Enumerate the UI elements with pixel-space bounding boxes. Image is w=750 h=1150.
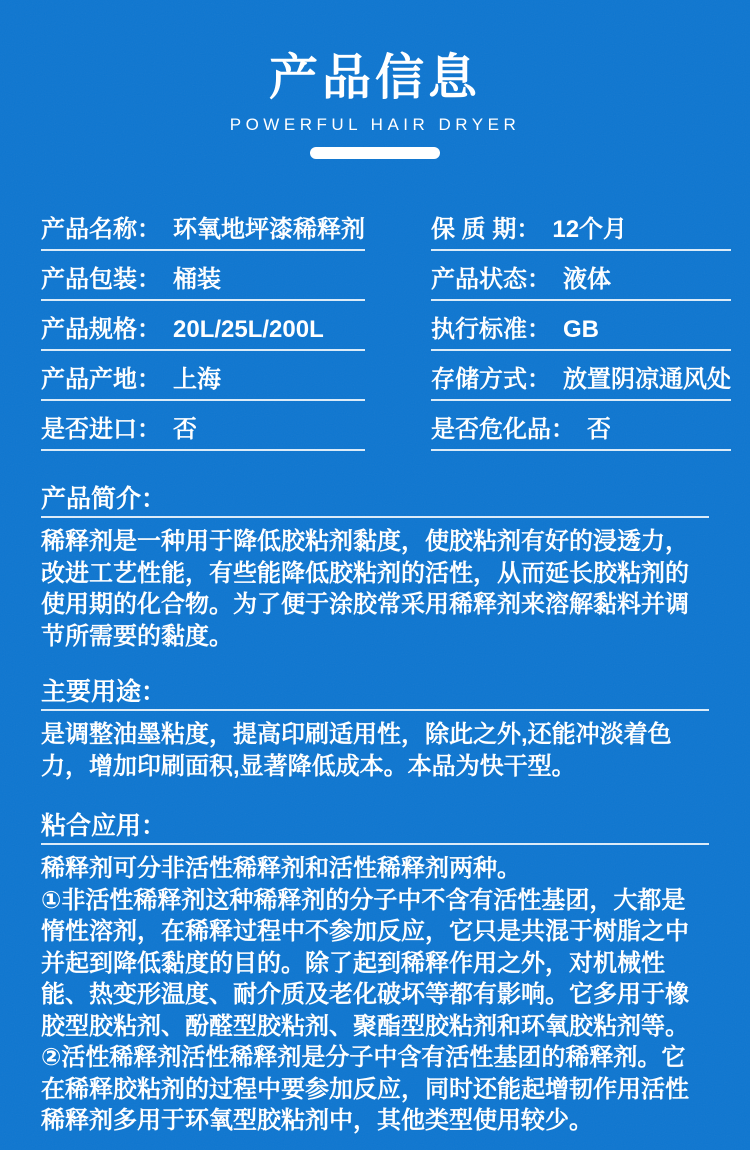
field-label: 产品名称： bbox=[41, 216, 161, 243]
field-specification bbox=[41, 316, 365, 351]
field-value: 否 bbox=[173, 416, 197, 443]
product-fields bbox=[0, 216, 750, 451]
section-paragraph: 稀释剂是一种用于降低胶粘剂黏度，使胶粘剂有好的浸透力，改进工艺性能，有些能降低胶粘剂的活性，从而延长胶粘剂的使用期的化合物。为了便于涂胶常采用稀释剂来溶解黏料并调节所需要的黏度。 bbox=[41, 528, 689, 650]
field-shelf-life bbox=[431, 216, 731, 251]
field-value: 液体 bbox=[563, 266, 611, 293]
section-heading: 产品简介： bbox=[41, 486, 709, 518]
field-packaging bbox=[41, 266, 365, 301]
field-storage bbox=[431, 366, 731, 401]
field-value: 上海 bbox=[173, 366, 221, 393]
field-value: 放置阴凉通风处 bbox=[563, 366, 731, 393]
field-imported bbox=[41, 416, 365, 451]
page-header bbox=[0, 0, 750, 159]
field-product-name bbox=[41, 216, 365, 251]
field-value: 否 bbox=[587, 416, 611, 443]
field-label: 是否进口： bbox=[41, 416, 161, 443]
field-origin bbox=[41, 366, 365, 401]
field-value: GB bbox=[563, 316, 599, 343]
section-heading: 主要用途： bbox=[41, 679, 709, 711]
field-value: 12个月 bbox=[552, 216, 628, 243]
section-paragraph: 稀释剂可分非活性稀释剂和活性稀释剂两种。 bbox=[41, 855, 521, 882]
field-label: 执行标准： bbox=[431, 316, 551, 343]
section-paragraph: 是调整油墨粘度，提高印刷适用性，除此之外,还能冲淡着色力，增加印刷面积,显著降低成本。本品为快干型。 bbox=[41, 721, 672, 780]
field-label: 产品包装： bbox=[41, 266, 161, 293]
field-label: 产品状态： bbox=[431, 266, 551, 293]
fields-left-column bbox=[41, 216, 365, 451]
section-paragraph: ①非活性稀释剂这种稀释剂的分子中不含有活性基团，大都是惰性溶剂，在稀释过程中不参加反应，它只是共混于树脂之中并起到降低黏度的目的。除了起到稀释作用之外，对机械性能、热变形温度、耐介质及老化破坏等都有影响。它多用于橡胶型胶粘剂、酚醛型胶粘剂、聚酯型胶粘剂和环氧胶粘剂等。 bbox=[41, 886, 689, 1040]
field-label: 产品规格： bbox=[41, 316, 161, 343]
page-title: 产品信息 bbox=[268, 51, 481, 105]
field-label: 存储方式： bbox=[431, 366, 551, 393]
title-divider-pill bbox=[310, 147, 440, 159]
page-subtitle: POWERFUL HAIR DRYER bbox=[229, 115, 521, 134]
field-label: 产品产地： bbox=[41, 366, 161, 393]
fields-right-column bbox=[431, 216, 731, 451]
section-main-uses bbox=[0, 679, 750, 782]
field-label: 保 质 期： bbox=[431, 216, 541, 243]
field-value: 20L/25L/200L bbox=[173, 316, 324, 343]
field-value: 桶装 bbox=[173, 266, 221, 293]
field-standard bbox=[431, 316, 731, 351]
section-heading: 粘合应用： bbox=[41, 813, 709, 845]
field-product-state bbox=[431, 266, 731, 301]
field-label: 是否危化品： bbox=[431, 416, 575, 443]
field-value: 环氧地坪漆稀释剂 bbox=[173, 216, 365, 243]
section-paragraph: ②活性稀释剂活性稀释剂是分子中含有活性基团的稀释剂。它在稀释胶粘剂的过程中要参加反应，同时还能起增韧作用活性稀释剂多用于环氧型胶粘剂中，其他类型使用较少。 bbox=[41, 1044, 689, 1134]
section-product-intro bbox=[0, 486, 750, 652]
section-adhesive-application bbox=[0, 813, 750, 1137]
field-hazardous bbox=[431, 416, 731, 451]
